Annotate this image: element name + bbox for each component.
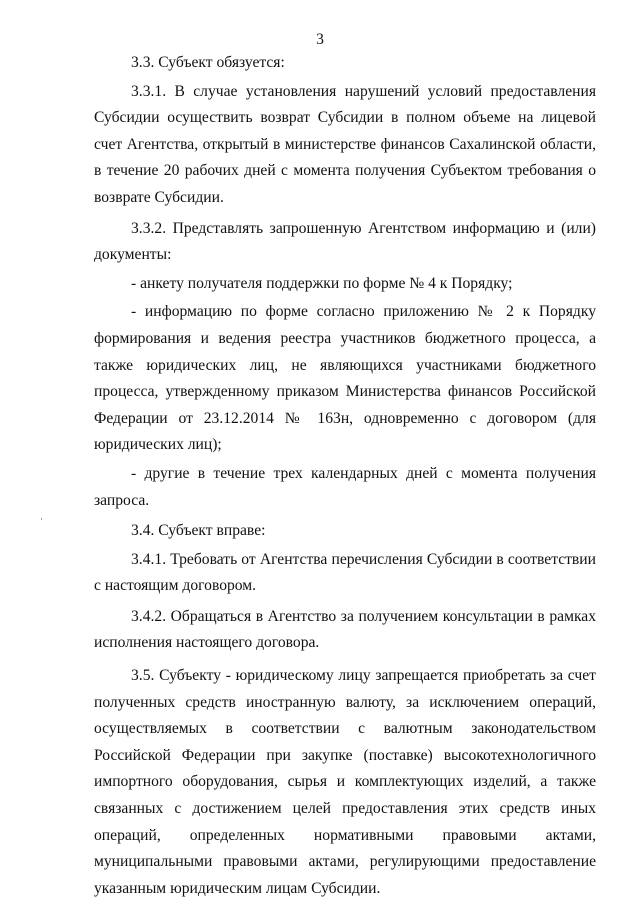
scan-artifact xyxy=(41,518,42,520)
clause-3-3-heading: 3.3. Субъект обязуется: xyxy=(131,54,285,71)
clause-3-3-1: 3.3.1. В случае установления нарушений условий предоставления Субсидии осуществить возврат Субсидии в полном объеме на лицевой счет Агентства, открытый в министерстве финансов Сахалинской области, в течение 20 рабочих дней с момента получения Субъектом требования о возврате Субсидии. xyxy=(94,82,596,206)
clause-3-4-heading: 3.4. Субъект вправе: xyxy=(131,522,266,540)
clause-3-5: 3.5. Субъекту - юридическому лицу запрещается приобретать за счет полученных средств иностранную валюту, за исключением операций, осуществляемых в соответствии с валютным законодательством Российской Федерации при закупке (поставке) высокотехнологичного импортного оборудования, сырья и комплектующих изделий, а также связанных с достижением целей предоставления этих средств иных операций, определенных нормативными правовыми актами, муниципальными правовыми актами, регулирующими предоставление указанным юридическим лицам Субсидии. xyxy=(94,667,596,897)
clause-3-4-1: 3.4.1. Требовать от Агентства перечисления Субсидии в соответствии с настоящим договором. xyxy=(94,550,596,595)
list-item-registry-information: - информацию по форме согласно приложению № 2 к Порядку формирования и ведения реестра участников бюджетного процесса, а также юридических лиц, не являющихся участниками бюджетного процесса, утвержденному приказом Министерства финансов Российской Федерации от 23.12.2014 № 163н, одновременно с договором (для юридических лиц); xyxy=(94,303,596,454)
clause-3-3-2: 3.3.2. Представлять запрошенную Агентством информацию и (или) документы: xyxy=(94,219,596,264)
list-item-questionnaire: - анкету получателя поддержки по форме № 4 к Порядку; xyxy=(131,274,513,292)
document-body xyxy=(94,50,596,902)
clause-3-4-2: 3.4.2. Обращаться в Агентство за получением консультации в рамках исполнения настоящего договора. xyxy=(94,607,596,652)
page-number: 3 xyxy=(316,31,324,48)
list-item-other-documents: - другие в течение трех календарных дней с момента получения запроса. xyxy=(94,464,596,509)
